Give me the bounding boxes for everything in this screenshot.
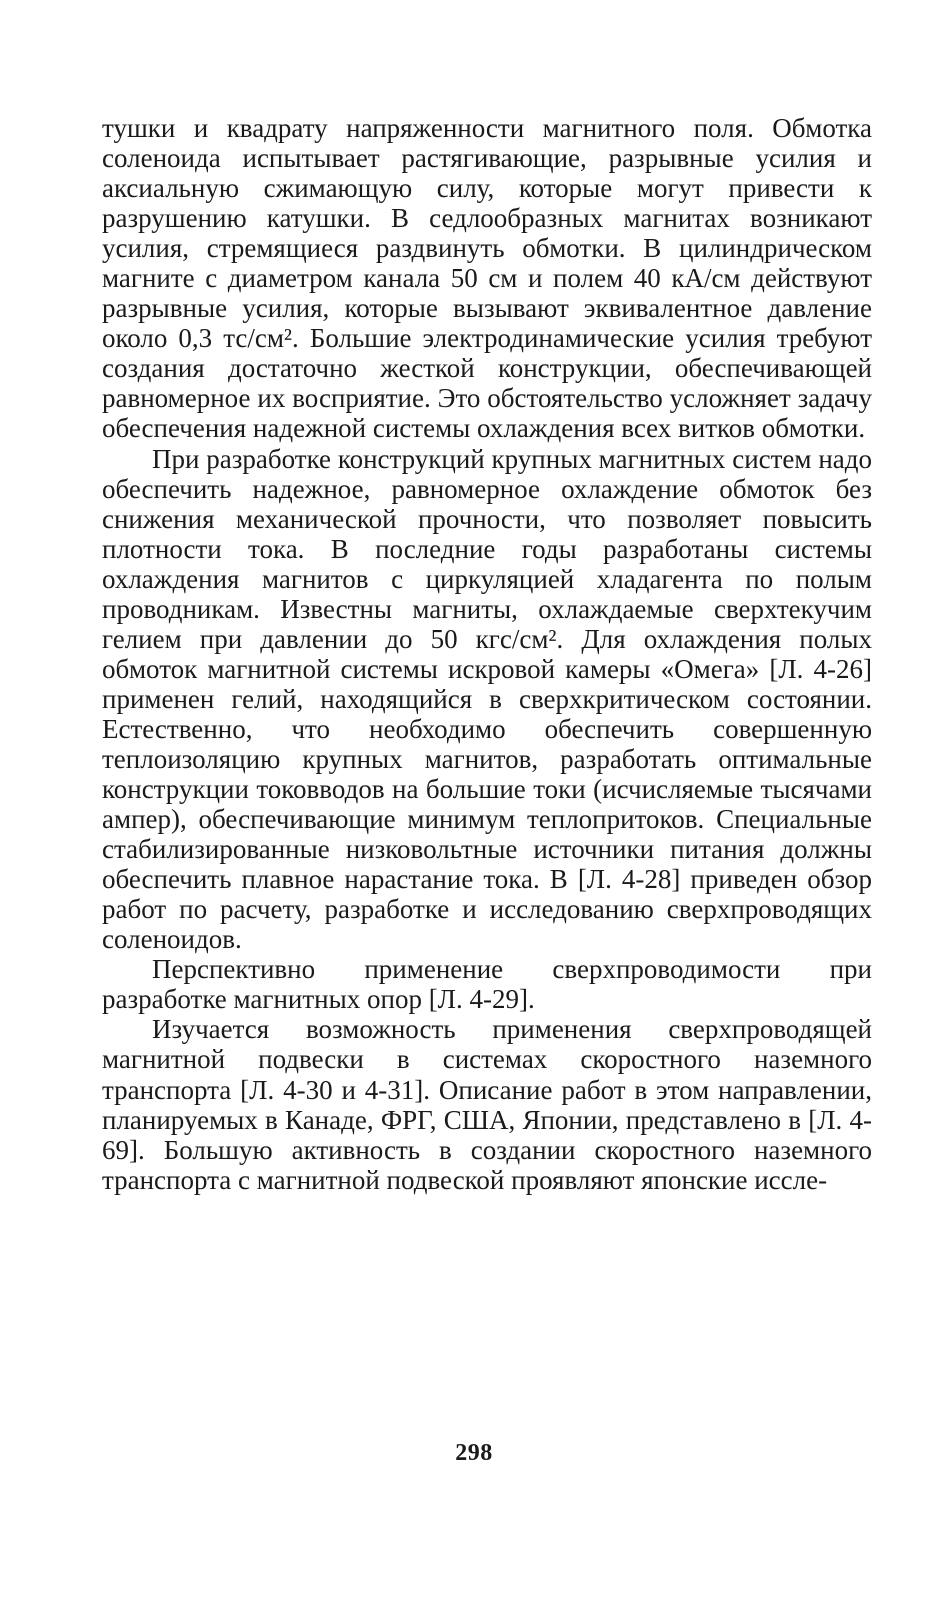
paragraph-cooling-design: При разработке конструкций крупных магнитных систем надо обеспечить надежное, равномерное охлаждение обмоток без снижения механической прочности, что позволяет повысить плотности тока. В последние годы разработаны системы охлаждения магнитов с циркуляцией хладагента по полым проводникам. Известны магниты, охлаждаемые сверхтекучим гелием при давлении до 50 кгс/см². Для охлаждения полых обмоток магнитной системы искровой камеры «Омега» [Л. 4-26] применен гелий, находящийся в сверхкритическом состоянии. Естественно, что необходимо обеспечить совершенную теплоизоляцию крупных магнитов, разработать оптимальные конструкции токовводов на большие токи (исчисляемые тысячами ампер), обеспечивающие минимум теплопритоков. Специальные стабилизированные низковольтные источники питания должны обеспечить плавное нарастание тока. В [Л. 4-28] приведен обзор работ по расчету, разработке и исследованию сверхпроводящих соленоидов. — [102, 443, 872, 955]
paragraph-magnetic-suspension: Изучается возможность применения сверхпроводящей магнитной подвески в системах скоростного наземного транспорта [Л. 4-30 и 4-31]. Описание работ в этом направлении, планируемых в Канаде, ФРГ, США, Японии, представлено в [Л. 4-69]. Большую активность в создании скоростного наземного транспорта с магнитной подвеской проявляют японские иссле- — [102, 1014, 872, 1195]
paragraph-magnetic-bearings: Перспективно применение сверхпроводимости при разработке магнитных опор [Л. 4-29]. — [102, 954, 872, 1015]
page-body — [102, 113, 872, 1195]
page-number: 298 — [455, 1440, 493, 1466]
paragraph-continuation: тушки и квадрату напряженности магнитного поля. Обмотка соленоида испытывает растягивающие, разрывные усилия и аксиальную сжимающую силу, которые могут привести к разрушению катушки. В седлообразных магнитах возникают усилия, стремящиеся раздвинуть обмотки. В цилиндрическом магните с диаметром канала 50 см и полем 40 кА/см действуют разрывные усилия, которые вызывают эквивалентное давление около 0,3 тс/см². Большие электродинамические усилия требуют создания достаточно жесткой конструкции, обеспечивающей равномерное их восприятие. Это обстоятельство усложняет задачу обеспечения надежной системы охлаждения всех витков обмотки. — [102, 113, 872, 444]
